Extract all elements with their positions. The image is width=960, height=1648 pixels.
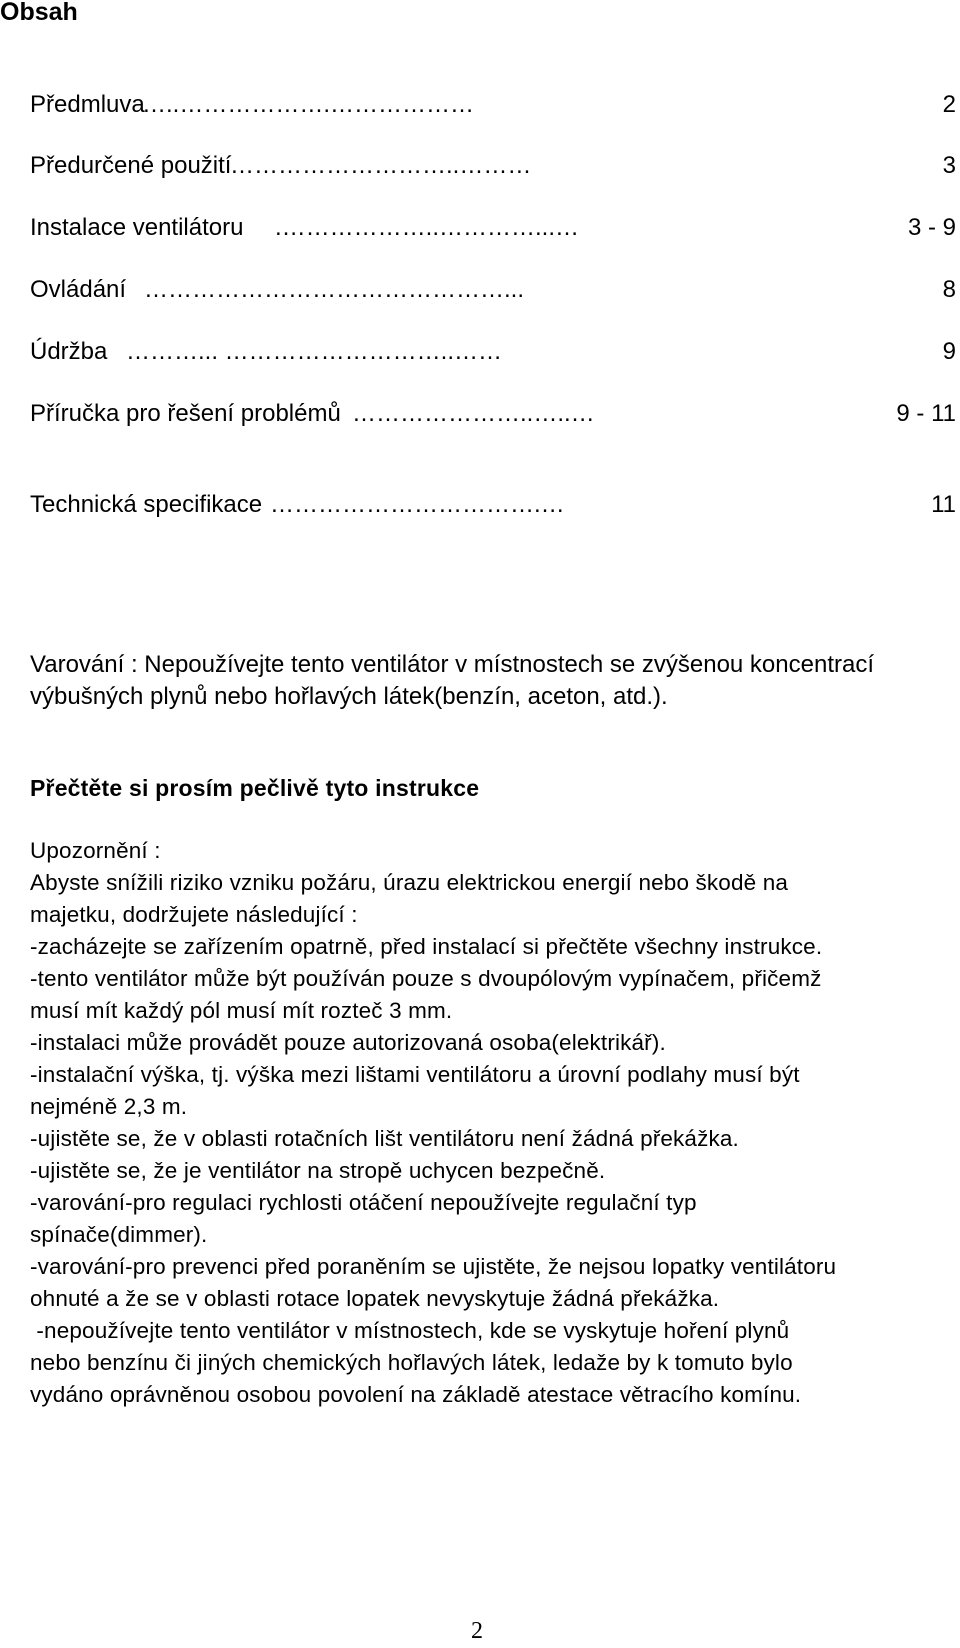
toc-item-leaders: .………………..…………...… — [275, 214, 580, 241]
toc-item-page: 8 — [942, 276, 956, 303]
toc-item-leaders: ………………………..……… — [230, 152, 532, 179]
toc-item-leaders: …………………………….… — [270, 491, 565, 518]
toc-item-page: 3 - 9 — [907, 214, 956, 241]
toc-item — [30, 148, 956, 184]
toc-item-label: Údržba — [30, 338, 108, 365]
toc-item — [30, 272, 956, 308]
toc-item-page: 11 — [931, 491, 956, 518]
toc-item — [30, 487, 956, 523]
instruction-line: -ujistěte se, že v oblasti rotačních lišt ventilátoru není žádná překážka. — [30, 1126, 739, 1151]
instruction-line: -varování-pro prevenci před poraněním se ujistěte, že nejsou lopatky ventilátoru — [30, 1254, 837, 1279]
toc-item-label: Ovládání — [30, 276, 127, 303]
instruction-line: Abyste snížili riziko vzniku požáru, úrazu elektrickou energií nebo škodě na — [30, 870, 789, 895]
toc-item-page: 9 - 11 — [896, 400, 956, 427]
toc-item — [30, 396, 956, 432]
instruction-line: ohnuté a že se v oblasti rotace lopatek nevyskytuje žádná překážka. — [30, 1286, 720, 1311]
instruction-line: -varování-pro regulaci rychlosti otáčení nepoužívejte regulační typ — [30, 1190, 697, 1215]
instruction-line: -instalaci může provádět pouze autorizovaná osoba(elektrikář). — [30, 1030, 666, 1055]
toc-item-label: Instalace ventilátoru — [30, 214, 244, 241]
instruction-line: -tento ventilátor může být používán pouze s dvoupólovým vypínačem, přičemž — [30, 966, 822, 991]
instruction-line: nebo benzínu či jiných chemických hořlavých látek, ledaže by k tomuto bylo — [30, 1350, 793, 1375]
instructions-title: Přečtěte si prosím pečlivě tyto instrukce — [30, 775, 480, 801]
instruction-line: nejméně 2,3 m. — [30, 1094, 188, 1119]
toc-title: Obsah — [0, 0, 78, 26]
toc-item-label: Technická specifikace — [30, 491, 263, 518]
toc-item-label: Příručka pro řešení problémů — [30, 400, 341, 427]
instruction-line: spínače(dimmer). — [30, 1222, 208, 1247]
toc-item — [30, 87, 956, 123]
toc-item-page: 3 — [942, 152, 956, 179]
toc-item-page: 2 — [942, 91, 956, 118]
toc-item-leaders: ………... ………………………..…… — [126, 338, 503, 365]
instruction-line: -instalační výška, tj. výška mezi lištami ventilátoru a úrovní podlahy musí být — [30, 1062, 800, 1087]
instruction-line: musí mít každý pól musí mít rozteč 3 mm. — [30, 998, 453, 1023]
toc-item-label: Předmluva — [30, 91, 145, 118]
toc-item — [30, 210, 956, 246]
instruction-line: -nepoužívejte tento ventilátor v místnostech, kde se vyskytuje hoření plynů — [30, 1318, 790, 1343]
instruction-line: vydáno oprávněnou osobou povolení na základě atestace větracího komínu. — [30, 1382, 802, 1407]
warning-line: Varování : Nepoužívejte tento ventilátor v místnostech se zvýšenou koncentrací — [30, 651, 874, 678]
toc-item-page: 9 — [942, 338, 956, 365]
toc-item-label: Předurčené použití — [30, 152, 232, 179]
toc-item — [30, 334, 956, 370]
instruction-line: -ujistěte se, že je ventilátor na stropě uchycen bezpečně. — [30, 1158, 606, 1183]
instruction-line: -zacházejte se zařízením opatrně, před instalací si přečtěte všechny instrukce. — [30, 934, 823, 959]
toc-item-leaders: …………………..…..… — [352, 400, 595, 427]
instruction-line: Upozornění : — [30, 838, 161, 863]
page-number: 2 — [471, 1618, 483, 1644]
instruction-line: majetku, dodržujete následující : — [30, 902, 358, 927]
warning-line: výbušných plynů nebo hořlavých látek(benzín, aceton, atd.). — [30, 683, 668, 710]
toc-item-leaders: ………………………………………... — [144, 276, 525, 303]
toc-item-leaders: …..……………….……………… — [142, 91, 475, 118]
